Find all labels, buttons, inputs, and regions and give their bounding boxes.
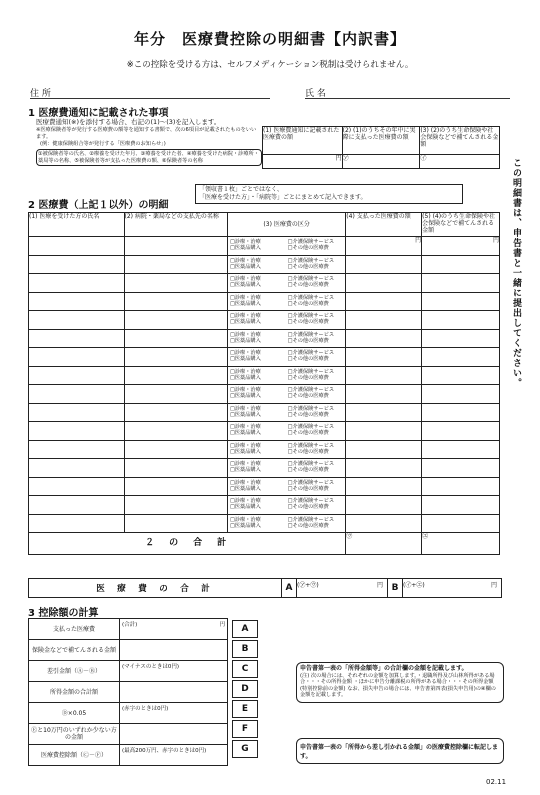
page-title: 年分 医療費控除の明細書【内訳書】 bbox=[133, 30, 406, 48]
s2-row bbox=[29, 366, 500, 385]
s2-row-payee-name[interactable] bbox=[124, 385, 227, 404]
category-checkbox[interactable]: □医薬品購入 bbox=[229, 319, 261, 325]
category-checkbox[interactable]: □介護保険サービス bbox=[287, 368, 335, 375]
s2-row-payee-name[interactable] bbox=[124, 440, 227, 459]
s3-row-label: 所得金額の合計額 bbox=[29, 682, 120, 702]
s2-row-paid-amount[interactable] bbox=[346, 385, 422, 404]
mark-a: ㋐ bbox=[342, 155, 349, 162]
s2-row-reimbursed-amount[interactable] bbox=[422, 459, 500, 478]
section3-table bbox=[28, 618, 228, 766]
s1-col1-input[interactable] bbox=[263, 155, 343, 169]
s2-row-reimbursed-amount[interactable] bbox=[422, 311, 500, 330]
s1-col1-header: (1) 医療費通知に記載された医療費の額 bbox=[263, 127, 343, 155]
category-checkbox[interactable]: □医薬品購入 bbox=[229, 485, 261, 492]
category-checkbox[interactable]: □その他の医療費 bbox=[287, 467, 329, 473]
category-checkbox[interactable]: □その他の医療費 bbox=[287, 430, 329, 436]
category-checkbox[interactable]: □介護保険サービス bbox=[287, 331, 335, 338]
s2-row-category[interactable] bbox=[227, 385, 345, 404]
s2-row-reimbursed-amount[interactable] bbox=[422, 496, 500, 515]
category-checkbox[interactable]: □医薬品購入 bbox=[229, 467, 261, 473]
category-checkbox[interactable]: □医薬品購入 bbox=[229, 430, 261, 436]
category-checkbox[interactable]: □介護保険サービス bbox=[287, 479, 335, 486]
s2-row bbox=[29, 329, 500, 348]
s2-row bbox=[29, 274, 500, 293]
s2-row-category[interactable] bbox=[227, 348, 345, 367]
s3-letter-box: D bbox=[232, 680, 258, 698]
category-checkbox[interactable]: □医薬品購入 bbox=[229, 448, 261, 455]
s2-row-paid-amount[interactable] bbox=[346, 292, 422, 311]
s2-row bbox=[29, 292, 500, 311]
s2-row-category[interactable] bbox=[227, 477, 345, 496]
s3-row-label: 保険金などで補てんされる金額 bbox=[29, 640, 120, 660]
s2-row bbox=[29, 514, 500, 533]
category-checkbox[interactable]: □診療・治療 bbox=[229, 461, 261, 467]
section1-example: (例：健康保険組合等が発行する「医療費のお知らせ」) bbox=[40, 141, 166, 147]
category-checkbox[interactable]: □医薬品購入 bbox=[229, 300, 261, 307]
callout-d-body: (注) 次の場合には、それぞれの金額を加算します。・退職所得及び山林所得がある場合・・・その所得金額 ・ほかに申告分離課税の所得がある場合・・・その所得金額(特別控除前の金額) なお、損失申告の場合には、申告書第四表(損失申告用)の④欄の金額を記載します。 bbox=[300, 672, 496, 698]
s2-row-patient-name[interactable] bbox=[29, 329, 125, 348]
category-checkbox[interactable]: □その他の医療費 bbox=[287, 448, 329, 455]
category-checkbox[interactable]: □医薬品購入 bbox=[229, 504, 261, 510]
s2-row-paid-amount[interactable] bbox=[346, 366, 422, 385]
s2-row-paid-amount[interactable] bbox=[346, 348, 422, 367]
s2-row-payee-name[interactable] bbox=[124, 366, 227, 385]
s3-row-note: (マイナスのときは0円) bbox=[122, 664, 179, 670]
s1-col3-header: (3) (2)のうち生命保険や社会保険などで補てんされる金額 bbox=[420, 127, 500, 155]
category-checkbox[interactable]: □介護保険サービス bbox=[287, 516, 335, 523]
s2-row-category[interactable] bbox=[227, 292, 345, 311]
s2-row-reimbursed-amount[interactable] bbox=[422, 440, 500, 459]
s3-row-note: (赤字のときは0円) bbox=[122, 706, 169, 712]
s2-row-reimbursed-amount[interactable] bbox=[422, 255, 500, 274]
s2-row-category[interactable] bbox=[227, 366, 345, 385]
s2-row-reimbursed-amount[interactable] bbox=[422, 422, 500, 441]
s2-row-payee-name[interactable] bbox=[124, 422, 227, 441]
category-checkbox[interactable]: □介護保険サービス bbox=[287, 442, 335, 449]
s3-row-label: 医療費控除額（Ⓒ－Ⓕ） bbox=[29, 745, 120, 765]
category-checkbox[interactable]: □医薬品購入 bbox=[229, 393, 261, 399]
grand-total-row bbox=[28, 578, 502, 598]
s2-row-reimbursed-amount[interactable] bbox=[422, 366, 500, 385]
s2-row-category[interactable] bbox=[227, 274, 345, 293]
s2-row-patient-name[interactable] bbox=[29, 440, 125, 459]
s3-row-note: (最高200万円、赤字のときは0円) bbox=[122, 748, 207, 754]
category-checkbox[interactable]: □介護保険サービス bbox=[287, 350, 335, 356]
s3-row bbox=[28, 618, 228, 640]
category-checkbox[interactable]: □医薬品購入 bbox=[229, 374, 261, 381]
a-formula: (㋐+㋒) bbox=[297, 582, 319, 589]
category-checkbox[interactable]: □その他の医療費 bbox=[287, 282, 329, 288]
category-checkbox[interactable]: □介護保険サービス bbox=[287, 461, 335, 467]
category-checkbox[interactable]: □医薬品購入 bbox=[229, 263, 261, 270]
yen-unit: 円 bbox=[490, 582, 497, 589]
s2-row-category[interactable] bbox=[227, 329, 345, 348]
s2-row-paid-amount[interactable] bbox=[346, 422, 422, 441]
s3-row-label: 支払った医療費 bbox=[29, 619, 120, 639]
category-checkbox[interactable]: □介護保険サービス bbox=[287, 313, 335, 319]
s2-row bbox=[29, 403, 500, 422]
callout-d bbox=[296, 662, 504, 703]
side-submit-note: この明細書は、申告書と一緒に提出してください。 bbox=[511, 158, 521, 388]
section1-items: ①被保険者等の氏名、②療養を受けた年月、③療養を受けた者、④療養を受けた病院・診療所・薬局等の名称、⑤被保険者等が支払った医療費の額、⑥保険者等の名称 bbox=[36, 149, 262, 166]
category-checkbox[interactable]: □その他の医療費 bbox=[287, 504, 329, 510]
category-checkbox[interactable]: □介護保険サービス bbox=[287, 276, 335, 282]
category-checkbox[interactable]: □診療・治療 bbox=[229, 442, 261, 449]
s3-row bbox=[28, 724, 228, 745]
s1-col2-header: (2) (1)のうちその年中に実際に支払った医療費の額 bbox=[342, 127, 420, 155]
section2-instruction-line2: 「医療を受けた方」・「病院等」ごとにまとめて記入できます。 bbox=[199, 194, 367, 201]
s2-row-category[interactable] bbox=[227, 311, 345, 330]
s2-row-reimbursed-amount[interactable] bbox=[422, 403, 500, 422]
s2-row-patient-name[interactable] bbox=[29, 292, 125, 311]
s2-row-patient-name[interactable] bbox=[29, 274, 125, 293]
section1-table bbox=[262, 126, 500, 169]
s2-row-patient-name[interactable] bbox=[29, 255, 125, 274]
grand-total-a-input[interactable] bbox=[297, 580, 385, 596]
s2-row-paid-amount[interactable] bbox=[346, 255, 422, 274]
s3-row-label: Ⓓ×0.05 bbox=[29, 703, 120, 723]
yen-unit: 円 bbox=[219, 622, 225, 628]
category-checkbox[interactable]: □その他の医療費 bbox=[287, 393, 329, 399]
yen-unit: 円 bbox=[376, 582, 383, 589]
s2-row-payee-name[interactable] bbox=[124, 348, 227, 367]
s2-row bbox=[29, 422, 500, 441]
grand-total-b-input[interactable] bbox=[403, 580, 499, 596]
mark-i: ㋑ bbox=[420, 155, 427, 162]
name-field[interactable] bbox=[305, 86, 510, 99]
s2-row bbox=[29, 348, 500, 367]
s2-row-payee-name[interactable] bbox=[124, 237, 227, 256]
s1-col2-input[interactable] bbox=[342, 155, 420, 169]
category-checkbox[interactable]: □診療・治療 bbox=[229, 479, 261, 486]
s2-row bbox=[29, 496, 500, 515]
s3-row-input[interactable] bbox=[120, 703, 227, 723]
s3-row-input[interactable] bbox=[120, 661, 227, 681]
category-checkbox[interactable]: □診療・治療 bbox=[229, 313, 261, 319]
s2-row-reimbursed-amount[interactable] bbox=[422, 237, 500, 256]
s2-row bbox=[29, 385, 500, 404]
category-checkbox[interactable]: □医薬品購入 bbox=[229, 356, 261, 362]
section2-heading: 2 医療費（上記１以外）の明細 bbox=[28, 200, 169, 211]
section3-heading: 3 控除額の計算 bbox=[28, 608, 99, 619]
s2-row-patient-name[interactable] bbox=[29, 496, 125, 515]
category-checkbox[interactable]: □医薬品購入 bbox=[229, 245, 261, 251]
s2-row bbox=[29, 440, 500, 459]
s2-row-category[interactable] bbox=[227, 459, 345, 478]
category-checkbox[interactable]: □その他の医療費 bbox=[287, 263, 329, 270]
category-checkbox[interactable]: □その他の医療費 bbox=[287, 374, 329, 381]
s2-row-reimbursed-amount[interactable] bbox=[422, 329, 500, 348]
grand-total-label: 医 療 費 の 合 計 bbox=[96, 584, 212, 594]
s2-row-payee-name[interactable] bbox=[124, 292, 227, 311]
s2-row-patient-name[interactable] bbox=[29, 477, 125, 496]
s2-row-reimbursed-amount[interactable] bbox=[422, 348, 500, 367]
s2-row bbox=[29, 477, 500, 496]
s3-letter-box: F bbox=[232, 720, 258, 738]
s2-row-patient-name[interactable] bbox=[29, 422, 125, 441]
s2-row bbox=[29, 237, 500, 256]
category-checkbox[interactable]: □医薬品購入 bbox=[229, 522, 261, 529]
s2-row-patient-name[interactable] bbox=[29, 403, 125, 422]
s2-total-label: ２ の 合 計 bbox=[29, 533, 346, 555]
s3-row-input[interactable] bbox=[120, 619, 227, 639]
s2-row-reimbursed-amount[interactable] bbox=[422, 274, 500, 293]
s3-row-label: Ⓔと10万円のいずれか少ない方の金額 bbox=[29, 724, 120, 744]
section2-instruction bbox=[195, 184, 463, 204]
s2-col4-header: (4) 支払った医療費の額 bbox=[346, 213, 422, 237]
s3-row bbox=[28, 640, 228, 661]
s3-row-label: 差引金額（Ⓐ－Ⓑ） bbox=[29, 661, 120, 681]
s2-row-payee-name[interactable] bbox=[124, 496, 227, 515]
s2-col3-header: (3) 医療費の区分 bbox=[227, 213, 345, 237]
s2-row-patient-name[interactable] bbox=[29, 311, 125, 330]
category-checkbox[interactable]: □診療・治療 bbox=[229, 257, 261, 264]
s2-col1-header: (1) 医療を受けた方の氏名 bbox=[29, 213, 125, 237]
s2-row-paid-amount[interactable] bbox=[346, 237, 422, 256]
section1-heading: 1 医療費通知に記載された事項 bbox=[28, 108, 169, 119]
category-checkbox[interactable]: □診療・治療 bbox=[229, 294, 261, 301]
category-checkbox[interactable]: □診療・治療 bbox=[229, 350, 261, 356]
section2-instruction-line1: 「領収書１枚」ごとではなく、 bbox=[199, 186, 283, 193]
s2-row-paid-amount[interactable] bbox=[346, 514, 422, 533]
category-checkbox[interactable]: □介護保険サービス bbox=[287, 239, 335, 245]
s3-row-input[interactable] bbox=[120, 682, 227, 702]
s2-row bbox=[29, 255, 500, 274]
s2-row-patient-name[interactable] bbox=[29, 459, 125, 478]
section1-star-note: ※医療保険者等が発行する医療費の額等を通知する書類で、次の6項目が記載されたものをいいます。 bbox=[36, 127, 257, 140]
category-checkbox[interactable]: □介護保険サービス bbox=[287, 257, 335, 264]
s2-row-category[interactable] bbox=[227, 440, 345, 459]
s2-row-patient-name[interactable] bbox=[29, 237, 125, 256]
callout-g: 申告書第一表の「所得から差し引かれる金額」の医療費控除欄に転記します。 bbox=[296, 738, 504, 764]
category-checkbox[interactable]: □診療・治療 bbox=[229, 498, 261, 504]
callout-d-title: 申告書第一表の「所得金額等」の合計欄の金額を記載します。 bbox=[300, 665, 468, 672]
s2-row-category[interactable] bbox=[227, 496, 345, 515]
s3-letter-box: G bbox=[232, 740, 258, 758]
s2-row-paid-amount[interactable] bbox=[346, 459, 422, 478]
s2-row-category[interactable] bbox=[227, 237, 345, 256]
category-checkbox[interactable]: □医薬品購入 bbox=[229, 411, 261, 418]
s2-row-payee-name[interactable] bbox=[124, 311, 227, 330]
category-checkbox[interactable]: □その他の医療費 bbox=[287, 522, 329, 529]
category-checkbox[interactable]: □介護保険サービス bbox=[287, 405, 335, 412]
address-field[interactable] bbox=[30, 86, 270, 99]
category-checkbox[interactable]: □介護保険サービス bbox=[287, 294, 335, 301]
s3-row bbox=[28, 661, 228, 682]
yen-unit: 円 bbox=[415, 237, 422, 244]
s2-row-payee-name[interactable] bbox=[124, 255, 227, 274]
category-checkbox[interactable]: □診療・治療 bbox=[229, 331, 261, 338]
s2-row-patient-name[interactable] bbox=[29, 348, 125, 367]
yen-unit: 円 bbox=[335, 155, 342, 162]
b-formula: (㋑+㋓) bbox=[403, 582, 425, 589]
s3-letter-box: C bbox=[232, 660, 258, 678]
category-checkbox[interactable]: □その他の医療費 bbox=[287, 356, 329, 362]
category-checkbox[interactable]: □診療・治療 bbox=[229, 239, 261, 245]
s2-row-payee-name[interactable] bbox=[124, 274, 227, 293]
category-checkbox[interactable]: □介護保険サービス bbox=[287, 387, 335, 393]
s2-row-reimbursed-amount[interactable] bbox=[422, 514, 500, 533]
s2-row-patient-name[interactable] bbox=[29, 514, 125, 533]
section1-lead: 医療費通知(※)を添付する場合、右記の(1)～(3)を記入します。 bbox=[36, 118, 221, 126]
category-checkbox[interactable]: □診療・治療 bbox=[229, 424, 261, 430]
category-checkbox[interactable]: □診療・治療 bbox=[229, 276, 261, 282]
category-checkbox[interactable]: □その他の医療費 bbox=[287, 319, 329, 325]
grand-total-a: A bbox=[281, 579, 297, 597]
address-label: 住 所 bbox=[30, 89, 51, 99]
category-checkbox[interactable]: □その他の医療費 bbox=[287, 337, 329, 344]
s2-row-paid-amount[interactable] bbox=[346, 329, 422, 348]
s2-row-paid-amount[interactable] bbox=[346, 477, 422, 496]
s2-row-payee-name[interactable] bbox=[124, 514, 227, 533]
name-label: 氏 名 bbox=[305, 89, 326, 99]
s3-letter-box: A bbox=[232, 620, 258, 638]
category-checkbox[interactable]: □介護保険サービス bbox=[287, 498, 335, 504]
s2-row-patient-name[interactable] bbox=[29, 366, 125, 385]
s2-row-category[interactable] bbox=[227, 255, 345, 274]
s2-row-category[interactable] bbox=[227, 514, 345, 533]
category-checkbox[interactable]: □その他の医療費 bbox=[287, 300, 329, 307]
s2-col5-header: (5) (4)のうち生命保険や社会保険などで補てんされる金額 bbox=[422, 213, 500, 237]
category-checkbox[interactable]: □診療・治療 bbox=[229, 387, 261, 393]
s2-row-payee-name[interactable] bbox=[124, 329, 227, 348]
s3-letter-box: B bbox=[232, 640, 258, 658]
s2-total-col5[interactable] bbox=[422, 533, 500, 555]
grand-total-b: B bbox=[387, 579, 403, 597]
category-checkbox[interactable]: □介護保険サービス bbox=[287, 424, 335, 430]
yen-unit: 円 bbox=[492, 237, 499, 244]
category-checkbox[interactable]: □その他の医療費 bbox=[287, 485, 329, 492]
s3-row-input[interactable] bbox=[120, 640, 227, 660]
section2-table bbox=[28, 212, 500, 555]
category-checkbox[interactable]: □その他の医療費 bbox=[287, 245, 329, 251]
s3-row bbox=[28, 682, 228, 703]
s2-row-reimbursed-amount[interactable] bbox=[422, 292, 500, 311]
s3-row bbox=[28, 745, 228, 766]
category-checkbox[interactable]: □診療・治療 bbox=[229, 368, 261, 375]
s2-row-patient-name[interactable] bbox=[29, 385, 125, 404]
s2-row-payee-name[interactable] bbox=[124, 459, 227, 478]
s3-row-input[interactable] bbox=[120, 724, 227, 744]
s2-col2-header: (2) 病院・薬局などの支払先の名称 bbox=[124, 213, 227, 237]
category-checkbox[interactable]: □診療・治療 bbox=[229, 516, 261, 523]
mark-u: ㋒ bbox=[346, 533, 353, 540]
s2-row-paid-amount[interactable] bbox=[346, 496, 422, 515]
s2-row-reimbursed-amount[interactable] bbox=[422, 385, 500, 404]
s2-row-category[interactable] bbox=[227, 422, 345, 441]
s2-row-paid-amount[interactable] bbox=[346, 440, 422, 459]
s3-row-note: (合計) bbox=[122, 622, 138, 628]
self-medication-note: ※この控除を受ける方は、セルフメディケーション税制は受けられません。 bbox=[126, 60, 414, 70]
s2-row-paid-amount[interactable] bbox=[346, 311, 422, 330]
s2-total-col4[interactable] bbox=[346, 533, 422, 555]
category-checkbox[interactable]: □医薬品購入 bbox=[229, 337, 261, 344]
s3-row-input[interactable] bbox=[120, 745, 227, 765]
s2-row-payee-name[interactable] bbox=[124, 477, 227, 496]
category-checkbox[interactable]: □その他の医療費 bbox=[287, 411, 329, 418]
s3-letter-box: E bbox=[232, 700, 258, 718]
category-checkbox[interactable]: □診療・治療 bbox=[229, 405, 261, 412]
s2-row bbox=[29, 311, 500, 330]
category-checkbox[interactable]: □医薬品購入 bbox=[229, 282, 261, 288]
s2-row-payee-name[interactable] bbox=[124, 403, 227, 422]
form-code: 02.11 bbox=[486, 778, 507, 786]
s2-row-category[interactable] bbox=[227, 403, 345, 422]
mark-e: ㋓ bbox=[422, 533, 429, 540]
s3-row bbox=[28, 703, 228, 724]
s2-row-paid-amount[interactable] bbox=[346, 403, 422, 422]
s2-row-reimbursed-amount[interactable] bbox=[422, 477, 500, 496]
s2-row bbox=[29, 459, 500, 478]
s1-col3-input[interactable] bbox=[420, 155, 500, 169]
s2-row-paid-amount[interactable] bbox=[346, 274, 422, 293]
